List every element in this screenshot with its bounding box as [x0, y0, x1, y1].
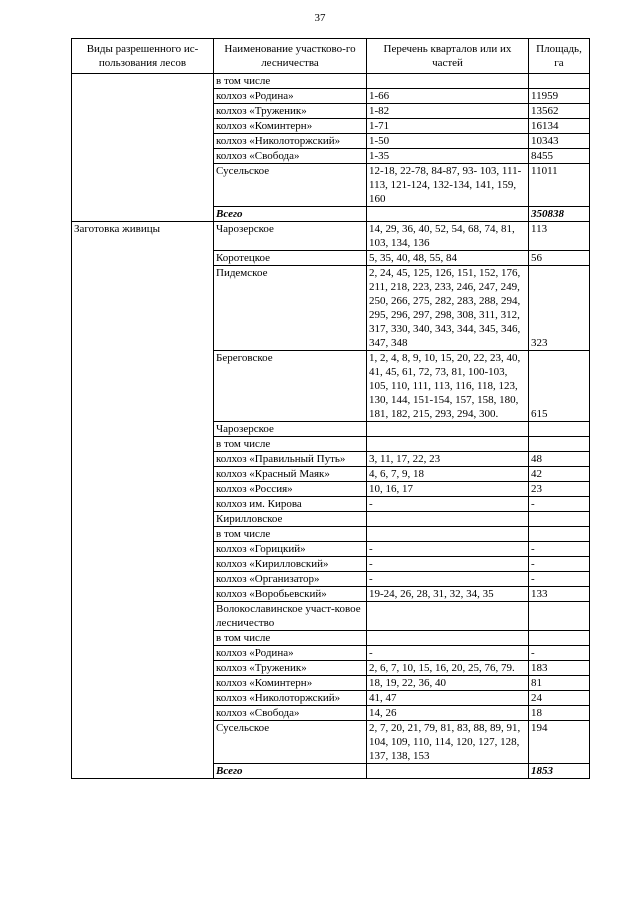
- area-cell: 11959: [529, 89, 590, 104]
- quarters-cell: 2, 7, 20, 21, 79, 81, 83, 88, 89, 91, 104, 109, 110, 114, 120, 127, 128, 137, 138, 153: [367, 721, 529, 764]
- quarters-cell: 2, 6, 7, 10, 15, 16, 20, 25, 76, 79.: [367, 661, 529, 676]
- forestry-name-cell: колхоз «Горицкий»: [214, 542, 367, 557]
- quarters-cell: [367, 512, 529, 527]
- forestry-name-cell: Сусельское: [214, 721, 367, 764]
- area-cell: 8455: [529, 149, 590, 164]
- header-use-type: Виды разрешенного ис-пользования лесов: [72, 39, 214, 74]
- quarters-cell: 1, 2, 4, 8, 9, 10, 15, 20, 22, 23, 40, 41, 45, 61, 72, 73, 81, 100-103, 105, 110, 111, 113, 116, 118, 123, 130, 144, 151-154, 157, 158, 180, 181, 182, 215, 293, 294, 300.: [367, 351, 529, 422]
- quarters-cell: [367, 527, 529, 542]
- forestry-name-cell: Волокославинское участ-ковое лесничество: [214, 602, 367, 631]
- header-quarters: Перечень кварталов или их частей: [367, 39, 529, 74]
- area-cell: -: [529, 542, 590, 557]
- quarters-cell: 1-82: [367, 104, 529, 119]
- forestry-name-cell: в том числе: [214, 437, 367, 452]
- area-cell: 133: [529, 587, 590, 602]
- area-cell: 18: [529, 706, 590, 721]
- area-cell: -: [529, 557, 590, 572]
- quarters-cell: 3, 11, 17, 22, 23: [367, 452, 529, 467]
- quarters-cell: [367, 437, 529, 452]
- area-cell: -: [529, 646, 590, 661]
- area-cell: -: [529, 497, 590, 512]
- area-cell: [529, 437, 590, 452]
- forestry-name-cell: колхоз «Родина»: [214, 646, 367, 661]
- forestry-name-cell: Чарозерское: [214, 222, 367, 251]
- forestry-name-cell: Всего: [214, 207, 367, 222]
- area-cell: 323: [529, 266, 590, 351]
- area-cell: 615: [529, 351, 590, 422]
- forestry-name-cell: Кирилловское: [214, 512, 367, 527]
- quarters-cell: -: [367, 542, 529, 557]
- quarters-cell: -: [367, 646, 529, 661]
- area-cell: 16134: [529, 119, 590, 134]
- area-cell: 42: [529, 467, 590, 482]
- area-cell: [529, 74, 590, 89]
- area-cell: 11011: [529, 164, 590, 207]
- quarters-cell: 5, 35, 40, 48, 55, 84: [367, 251, 529, 266]
- forestry-name-cell: колхоз «Красный Маяк»: [214, 467, 367, 482]
- quarters-cell: 10, 16, 17: [367, 482, 529, 497]
- forestry-name-cell: колхоз «Кирилловский»: [214, 557, 367, 572]
- area-cell: [529, 512, 590, 527]
- quarters-cell: [367, 764, 529, 779]
- quarters-cell: 14, 26: [367, 706, 529, 721]
- forestry-name-cell: колхоз им. Кирова: [214, 497, 367, 512]
- forestry-name-cell: колхоз «Коминтерн»: [214, 119, 367, 134]
- quarters-cell: 1-35: [367, 149, 529, 164]
- area-cell: 350838: [529, 207, 590, 222]
- area-cell: 194: [529, 721, 590, 764]
- area-cell: -: [529, 572, 590, 587]
- forestry-name-cell: колхоз «Коминтерн»: [214, 676, 367, 691]
- area-cell: [529, 631, 590, 646]
- area-cell: 10343: [529, 134, 590, 149]
- forestry-name-cell: колхоз «Организатор»: [214, 572, 367, 587]
- use-type-cell: [72, 74, 214, 222]
- area-cell: 113: [529, 222, 590, 251]
- forestry-name-cell: в том числе: [214, 527, 367, 542]
- forestry-name-cell: колхоз «Свобода»: [214, 706, 367, 721]
- forestry-name-cell: в том числе: [214, 631, 367, 646]
- quarters-cell: [367, 631, 529, 646]
- table-row: [72, 74, 590, 89]
- forestry-name-cell: колхоз «Родина»: [214, 89, 367, 104]
- forestry-name-cell: Пидемское: [214, 266, 367, 351]
- area-cell: 81: [529, 676, 590, 691]
- forestry-name-cell: Береговское: [214, 351, 367, 422]
- area-cell: 183: [529, 661, 590, 676]
- forestry-name-cell: Коротецкое: [214, 251, 367, 266]
- quarters-cell: 4, 6, 7, 9, 18: [367, 467, 529, 482]
- forestry-name-cell: колхоз «Воробьевский»: [214, 587, 367, 602]
- quarters-cell: [367, 74, 529, 89]
- area-cell: [529, 602, 590, 631]
- quarters-cell: 14, 29, 36, 40, 52, 54, 68, 74, 81, 103, 134, 136: [367, 222, 529, 251]
- forestry-name-cell: колхоз «Свобода»: [214, 149, 367, 164]
- forestry-name-cell: колхоз «Труженик»: [214, 661, 367, 676]
- page-number: 37: [314, 12, 326, 24]
- quarters-cell: -: [367, 572, 529, 587]
- use-type-cell: Заготовка живицы: [72, 222, 214, 779]
- header-forestry-name: Наименование участково-го лесничества: [214, 39, 367, 74]
- quarters-cell: 18, 19, 22, 36, 40: [367, 676, 529, 691]
- area-cell: [529, 527, 590, 542]
- area-cell: 13562: [529, 104, 590, 119]
- forestry-name-cell: колхоз «Труженик»: [214, 104, 367, 119]
- quarters-cell: 19-24, 26, 28, 31, 32, 34, 35: [367, 587, 529, 602]
- area-cell: 56: [529, 251, 590, 266]
- table-row: [72, 222, 590, 251]
- area-cell: 24: [529, 691, 590, 706]
- quarters-cell: [367, 422, 529, 437]
- quarters-cell: 41, 47: [367, 691, 529, 706]
- forestry-name-cell: Всего: [214, 764, 367, 779]
- table-header-row: [72, 39, 590, 74]
- quarters-cell: 2, 24, 45, 125, 126, 151, 152, 176, 211, 218, 223, 233, 246, 247, 249, 250, 266, 275, 282, 283, 288, 294, 295, 296, 297, 298, 308, 311, 312, 317, 330, 340, 343, 344, 345, 346, 347, 348: [367, 266, 529, 351]
- area-cell: [529, 422, 590, 437]
- quarters-cell: 1-50: [367, 134, 529, 149]
- forest-use-table: [71, 38, 590, 779]
- forestry-name-cell: в том числе: [214, 74, 367, 89]
- header-area: Площадь, га: [529, 39, 590, 74]
- forestry-name-cell: колхоз «Россия»: [214, 482, 367, 497]
- forestry-name-cell: колхоз «Николоторжский»: [214, 691, 367, 706]
- quarters-cell: 1-71: [367, 119, 529, 134]
- area-cell: 23: [529, 482, 590, 497]
- quarters-cell: 12-18, 22-78, 84-87, 93- 103, 111-113, 121-124, 132-134, 141, 159, 160: [367, 164, 529, 207]
- forestry-name-cell: колхоз «Правильный Путь»: [214, 452, 367, 467]
- area-cell: 48: [529, 452, 590, 467]
- quarters-cell: [367, 602, 529, 631]
- forestry-name-cell: колхоз «Николоторжский»: [214, 134, 367, 149]
- quarters-cell: -: [367, 557, 529, 572]
- quarters-cell: -: [367, 497, 529, 512]
- quarters-cell: [367, 207, 529, 222]
- forestry-name-cell: Чарозерское: [214, 422, 367, 437]
- quarters-cell: 1-66: [367, 89, 529, 104]
- area-cell: 1853: [529, 764, 590, 779]
- forestry-name-cell: Сусельское: [214, 164, 367, 207]
